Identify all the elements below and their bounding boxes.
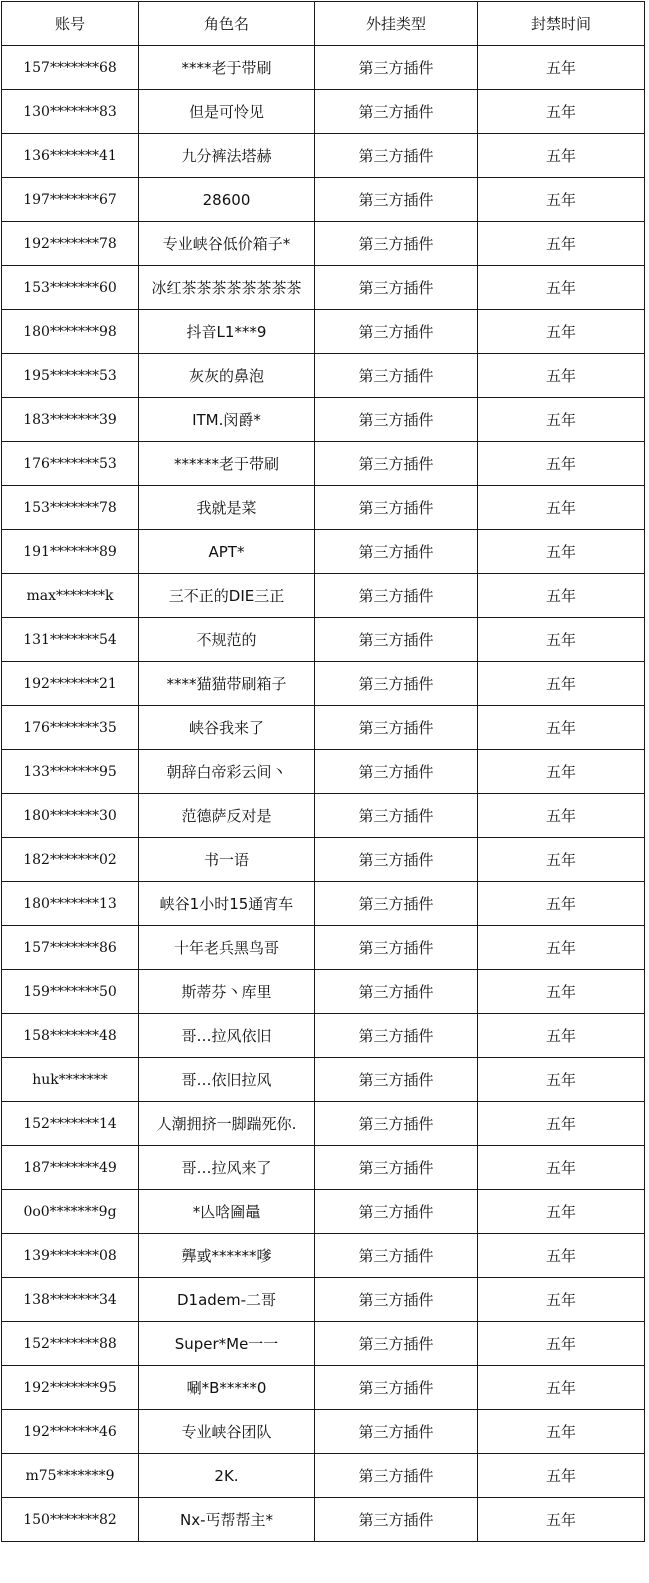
role-name-cell: 2K.: [139, 1454, 315, 1498]
cheat-type-cell: 第三方插件: [315, 618, 478, 662]
table-row: [2, 1366, 645, 1410]
cheat-type-cell: 第三方插件: [315, 926, 478, 970]
account-cell: 192*******95: [2, 1366, 139, 1410]
ban-duration-cell: 五年: [478, 618, 645, 662]
account-cell: 191*******89: [2, 530, 139, 574]
ban-duration-cell: 五年: [478, 750, 645, 794]
role-name-cell: ITM.闵爵*: [139, 398, 315, 442]
cheat-type-cell: 第三方插件: [315, 1190, 478, 1234]
cheat-type-cell: 第三方插件: [315, 1058, 478, 1102]
cheat-type-cell: 第三方插件: [315, 1366, 478, 1410]
header-row: [2, 2, 645, 46]
account-cell: 152*******88: [2, 1322, 139, 1366]
account-cell: 192*******78: [2, 222, 139, 266]
cheat-type-cell: 第三方插件: [315, 1102, 478, 1146]
header-ban-duration: 封禁时间: [478, 2, 645, 46]
ban-duration-cell: 五年: [478, 398, 645, 442]
cheat-type-cell: 第三方插件: [315, 530, 478, 574]
account-cell: 157*******68: [2, 46, 139, 90]
table-row: [2, 882, 645, 926]
role-name-cell: 哥…拉风来了: [139, 1146, 315, 1190]
ban-duration-cell: 五年: [478, 1102, 645, 1146]
cheat-type-cell: 第三方插件: [315, 1410, 478, 1454]
account-cell: 0o0*******9g: [2, 1190, 139, 1234]
role-name-cell: 九分裤法塔赫: [139, 134, 315, 178]
table-row: [2, 530, 645, 574]
table-row: [2, 1058, 645, 1102]
table-row: [2, 1410, 645, 1454]
table-row: [2, 222, 645, 266]
table-row: [2, 750, 645, 794]
role-name-cell: 峡谷1小时15通宵车: [139, 882, 315, 926]
role-name-cell: 我就是菜: [139, 486, 315, 530]
account-cell: 133*******95: [2, 750, 139, 794]
role-name-cell: 专业峡谷团队: [139, 1410, 315, 1454]
ban-duration-cell: 五年: [478, 1014, 645, 1058]
role-name-cell: 专业峡谷低价箱子*: [139, 222, 315, 266]
role-name-cell: 冰红茶茶茶茶茶茶茶茶: [139, 266, 315, 310]
role-name-cell: 但是可怜见: [139, 90, 315, 134]
cheat-type-cell: 第三方插件: [315, 266, 478, 310]
cheat-type-cell: 第三方插件: [315, 1234, 478, 1278]
account-cell: 182*******02: [2, 838, 139, 882]
account-cell: 138*******34: [2, 1278, 139, 1322]
role-name-cell: ****老于带刷: [139, 46, 315, 90]
cheat-type-cell: 第三方插件: [315, 794, 478, 838]
table-row: [2, 310, 645, 354]
account-cell: 176*******53: [2, 442, 139, 486]
ban-duration-cell: 五年: [478, 90, 645, 134]
ban-duration-cell: 五年: [478, 662, 645, 706]
table-row: [2, 134, 645, 178]
ban-duration-cell: 五年: [478, 838, 645, 882]
cheat-type-cell: 第三方插件: [315, 134, 478, 178]
ban-duration-cell: 五年: [478, 134, 645, 178]
ban-duration-cell: 五年: [478, 1278, 645, 1322]
ban-duration-cell: 五年: [478, 1454, 645, 1498]
cheat-type-cell: 第三方插件: [315, 1146, 478, 1190]
ban-duration-cell: 五年: [478, 486, 645, 530]
table-row: [2, 970, 645, 1014]
table-row: [2, 794, 645, 838]
cheat-type-cell: 第三方插件: [315, 1322, 478, 1366]
cheat-type-cell: 第三方插件: [315, 750, 478, 794]
table-row: [2, 574, 645, 618]
account-cell: 192*******46: [2, 1410, 139, 1454]
account-cell: 187*******49: [2, 1146, 139, 1190]
cheat-type-cell: 第三方插件: [315, 90, 478, 134]
table-row: [2, 354, 645, 398]
cheat-type-cell: 第三方插件: [315, 1278, 478, 1322]
ban-duration-cell: 五年: [478, 178, 645, 222]
ban-duration-cell: 五年: [478, 354, 645, 398]
role-name-cell: 唰*B*****0: [139, 1366, 315, 1410]
ban-duration-cell: 五年: [478, 882, 645, 926]
cheat-type-cell: 第三方插件: [315, 838, 478, 882]
role-name-cell: Nx-丐帮帮主*: [139, 1498, 315, 1542]
role-name-cell: 哥…依旧拉风: [139, 1058, 315, 1102]
account-cell: 195*******53: [2, 354, 139, 398]
account-cell: 136*******41: [2, 134, 139, 178]
role-name-cell: D1adem-二哥: [139, 1278, 315, 1322]
header-cheat-type: 外挂类型: [315, 2, 478, 46]
role-name-cell: 抖音L1***9: [139, 310, 315, 354]
account-cell: 176*******35: [2, 706, 139, 750]
cheat-type-cell: 第三方插件: [315, 574, 478, 618]
table-row: [2, 178, 645, 222]
account-cell: 180*******13: [2, 882, 139, 926]
cheat-type-cell: 第三方插件: [315, 222, 478, 266]
cheat-type-cell: 第三方插件: [315, 1498, 478, 1542]
table-row: [2, 618, 645, 662]
cheat-type-cell: 第三方插件: [315, 310, 478, 354]
cheat-type-cell: 第三方插件: [315, 1014, 478, 1058]
ban-duration-cell: 五年: [478, 706, 645, 750]
ban-duration-cell: 五年: [478, 1234, 645, 1278]
ban-duration-cell: 五年: [478, 970, 645, 1014]
cheat-type-cell: 第三方插件: [315, 970, 478, 1014]
table-row: [2, 1190, 645, 1234]
account-cell: 152*******14: [2, 1102, 139, 1146]
account-cell: 159*******50: [2, 970, 139, 1014]
role-name-cell: APT*: [139, 530, 315, 574]
account-cell: huk*******: [2, 1058, 139, 1102]
cheat-type-cell: 第三方插件: [315, 46, 478, 90]
account-cell: 153*******78: [2, 486, 139, 530]
account-cell: 131*******54: [2, 618, 139, 662]
ban-duration-cell: 五年: [478, 442, 645, 486]
role-name-cell: 三不正的DIE三正: [139, 574, 315, 618]
role-name-cell: 十年老兵黑鸟哥: [139, 926, 315, 970]
ban-duration-cell: 五年: [478, 46, 645, 90]
ban-duration-cell: 五年: [478, 310, 645, 354]
account-cell: 153*******60: [2, 266, 139, 310]
role-name-cell: ****猫猫带刷箱子: [139, 662, 315, 706]
ban-duration-cell: 五年: [478, 926, 645, 970]
table-row: [2, 1014, 645, 1058]
role-name-cell: 灰灰的鼻泡: [139, 354, 315, 398]
ban-duration-cell: 五年: [478, 574, 645, 618]
ban-list-table: [1, 1, 645, 1542]
table-row: [2, 662, 645, 706]
ban-duration-cell: 五年: [478, 1498, 645, 1542]
cheat-type-cell: 第三方插件: [315, 486, 478, 530]
cheat-type-cell: 第三方插件: [315, 706, 478, 750]
ban-duration-cell: 五年: [478, 1366, 645, 1410]
ban-duration-cell: 五年: [478, 1322, 645, 1366]
role-name-cell: 人潮拥挤一脚踹死你.: [139, 1102, 315, 1146]
account-cell: 180*******30: [2, 794, 139, 838]
table-row: [2, 1278, 645, 1322]
table-row: [2, 1498, 645, 1542]
role-name-cell: 范德萨反对是: [139, 794, 315, 838]
table-row: [2, 926, 645, 970]
cheat-type-cell: 第三方插件: [315, 662, 478, 706]
table-row: [2, 1322, 645, 1366]
cheat-type-cell: 第三方插件: [315, 398, 478, 442]
table-row: [2, 1234, 645, 1278]
role-name-cell: 朝辞白帝彩云间丶: [139, 750, 315, 794]
account-cell: 158*******48: [2, 1014, 139, 1058]
cheat-type-cell: 第三方插件: [315, 354, 478, 398]
ban-duration-cell: 五年: [478, 530, 645, 574]
ban-duration-cell: 五年: [478, 1410, 645, 1454]
table-row: [2, 442, 645, 486]
table-row: [2, 1146, 645, 1190]
role-name-cell: 书一语: [139, 838, 315, 882]
ban-duration-cell: 五年: [478, 1058, 645, 1102]
account-cell: 197*******67: [2, 178, 139, 222]
ban-duration-cell: 五年: [478, 1190, 645, 1234]
table-row: [2, 1454, 645, 1498]
account-cell: 192*******21: [2, 662, 139, 706]
role-name-cell: *亾唅圇鼂: [139, 1190, 315, 1234]
cheat-type-cell: 第三方插件: [315, 1454, 478, 1498]
table-row: [2, 398, 645, 442]
account-cell: 157*******86: [2, 926, 139, 970]
ban-duration-cell: 五年: [478, 222, 645, 266]
cheat-type-cell: 第三方插件: [315, 882, 478, 926]
role-name-cell: 斯蒂芬丶库里: [139, 970, 315, 1014]
account-cell: m75*******9: [2, 1454, 139, 1498]
ban-duration-cell: 五年: [478, 266, 645, 310]
role-name-cell: 龏戜******嗲: [139, 1234, 315, 1278]
account-cell: 130*******83: [2, 90, 139, 134]
role-name-cell: 28600: [139, 178, 315, 222]
role-name-cell: 哥…拉风依旧: [139, 1014, 315, 1058]
ban-duration-cell: 五年: [478, 794, 645, 838]
header-account: 账号: [2, 2, 139, 46]
table-row: [2, 486, 645, 530]
table-row: [2, 266, 645, 310]
table-body: [2, 46, 645, 1542]
table-row: [2, 838, 645, 882]
table-row: [2, 46, 645, 90]
table-row: [2, 706, 645, 750]
account-cell: 183*******39: [2, 398, 139, 442]
role-name-cell: 峡谷我来了: [139, 706, 315, 750]
cheat-type-cell: 第三方插件: [315, 178, 478, 222]
ban-duration-cell: 五年: [478, 1146, 645, 1190]
account-cell: 180*******98: [2, 310, 139, 354]
role-name-cell: 不规范的: [139, 618, 315, 662]
table-row: [2, 90, 645, 134]
role-name-cell: Super*Me一一: [139, 1322, 315, 1366]
account-cell: 150*******82: [2, 1498, 139, 1542]
account-cell: 139*******08: [2, 1234, 139, 1278]
table-header: [2, 2, 645, 46]
account-cell: max*******k: [2, 574, 139, 618]
header-role-name: 角色名: [139, 2, 315, 46]
table-row: [2, 1102, 645, 1146]
cheat-type-cell: 第三方插件: [315, 442, 478, 486]
role-name-cell: ******老于带刷: [139, 442, 315, 486]
